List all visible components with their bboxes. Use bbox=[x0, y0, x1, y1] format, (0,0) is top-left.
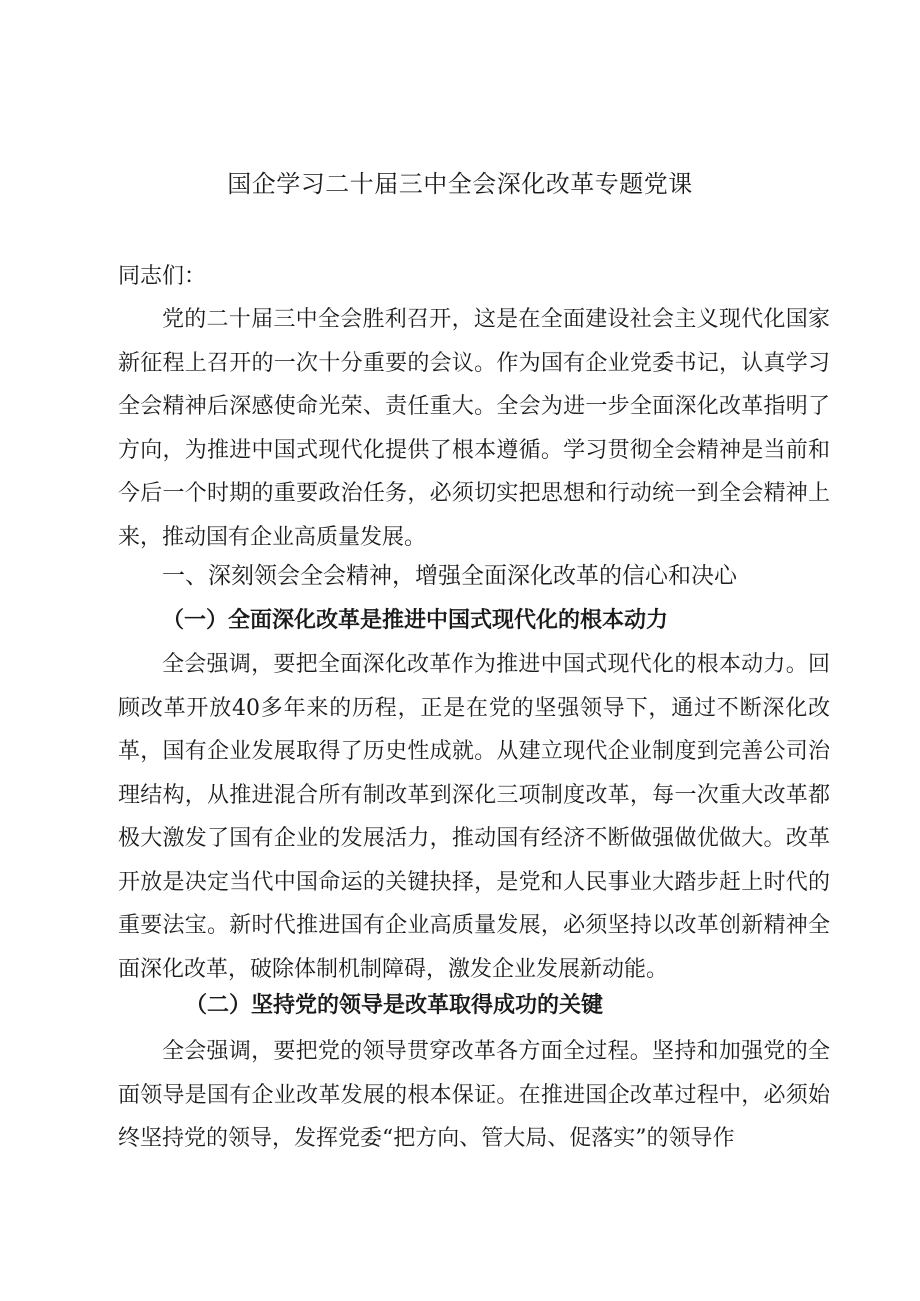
paragraph-intro: 党的二十届三中全会胜利召开，这是在全面建设社会主义现代化国家新征程上召开的一次十分重要的会议。作为国有企业党委书记，认真学习全会精神后深感使命光荣、责任重大。全会为进一步全面深化改革指明了方向，为推进中国式现代化提供了根本遵循。学习贯彻全会精神是当前和今后一个时期的重要政治任务，必须切实把思想和行动统一到全会精神上来，推动国有企业高质量发展。 bbox=[118, 307, 830, 550]
paragraph-1: 全会强调，要把全面深化改革作为推进中国式现代化的根本动力。回顾改革开放40多年来的历程，正是在党的坚强领导下，通过不断深化改革，国有企业发展取得了历史性成就。从建立现代企业制度到完善公司治理结构，从推进混合所有制改革到深化三项制度改革，每一次重大改革都极大激发了国有企业的发展活力，推动国有经济不断做强做优做大。改革开放是决定当代中国命运的关键抉择，是党和人民事业大踏步赶上时代的重要法宝。新时代推进国有企业高质量发展，必须坚持以改革创新精神全面深化改革，破除体制机制障碍，激发企业发展新动能。 bbox=[118, 652, 830, 982]
paragraph-2: 全会强调，要把党的领导贯穿改革各方面全过程。坚持和加强党的全面领导是国有企业改革发展的根本保证。在推进国企改革过程中，必须始终坚持党的领导，发挥党委“把方向、管大局、促落实”的领导作 bbox=[118, 1039, 830, 1151]
subheading-2: （二）坚持党的领导是改革取得成功的关键 bbox=[185, 992, 604, 1018]
section-heading-1: 一、深刻领会全会精神，增强全面深化改革的信心和决心 bbox=[162, 563, 737, 589]
greeting: 同志们： bbox=[118, 264, 207, 289]
subheading-1: （一）全面深化改革是推进中国式现代化的根本动力 bbox=[162, 607, 669, 633]
document-title: 国企学习二十届三中全会深化改革专题党课 bbox=[227, 170, 693, 198]
